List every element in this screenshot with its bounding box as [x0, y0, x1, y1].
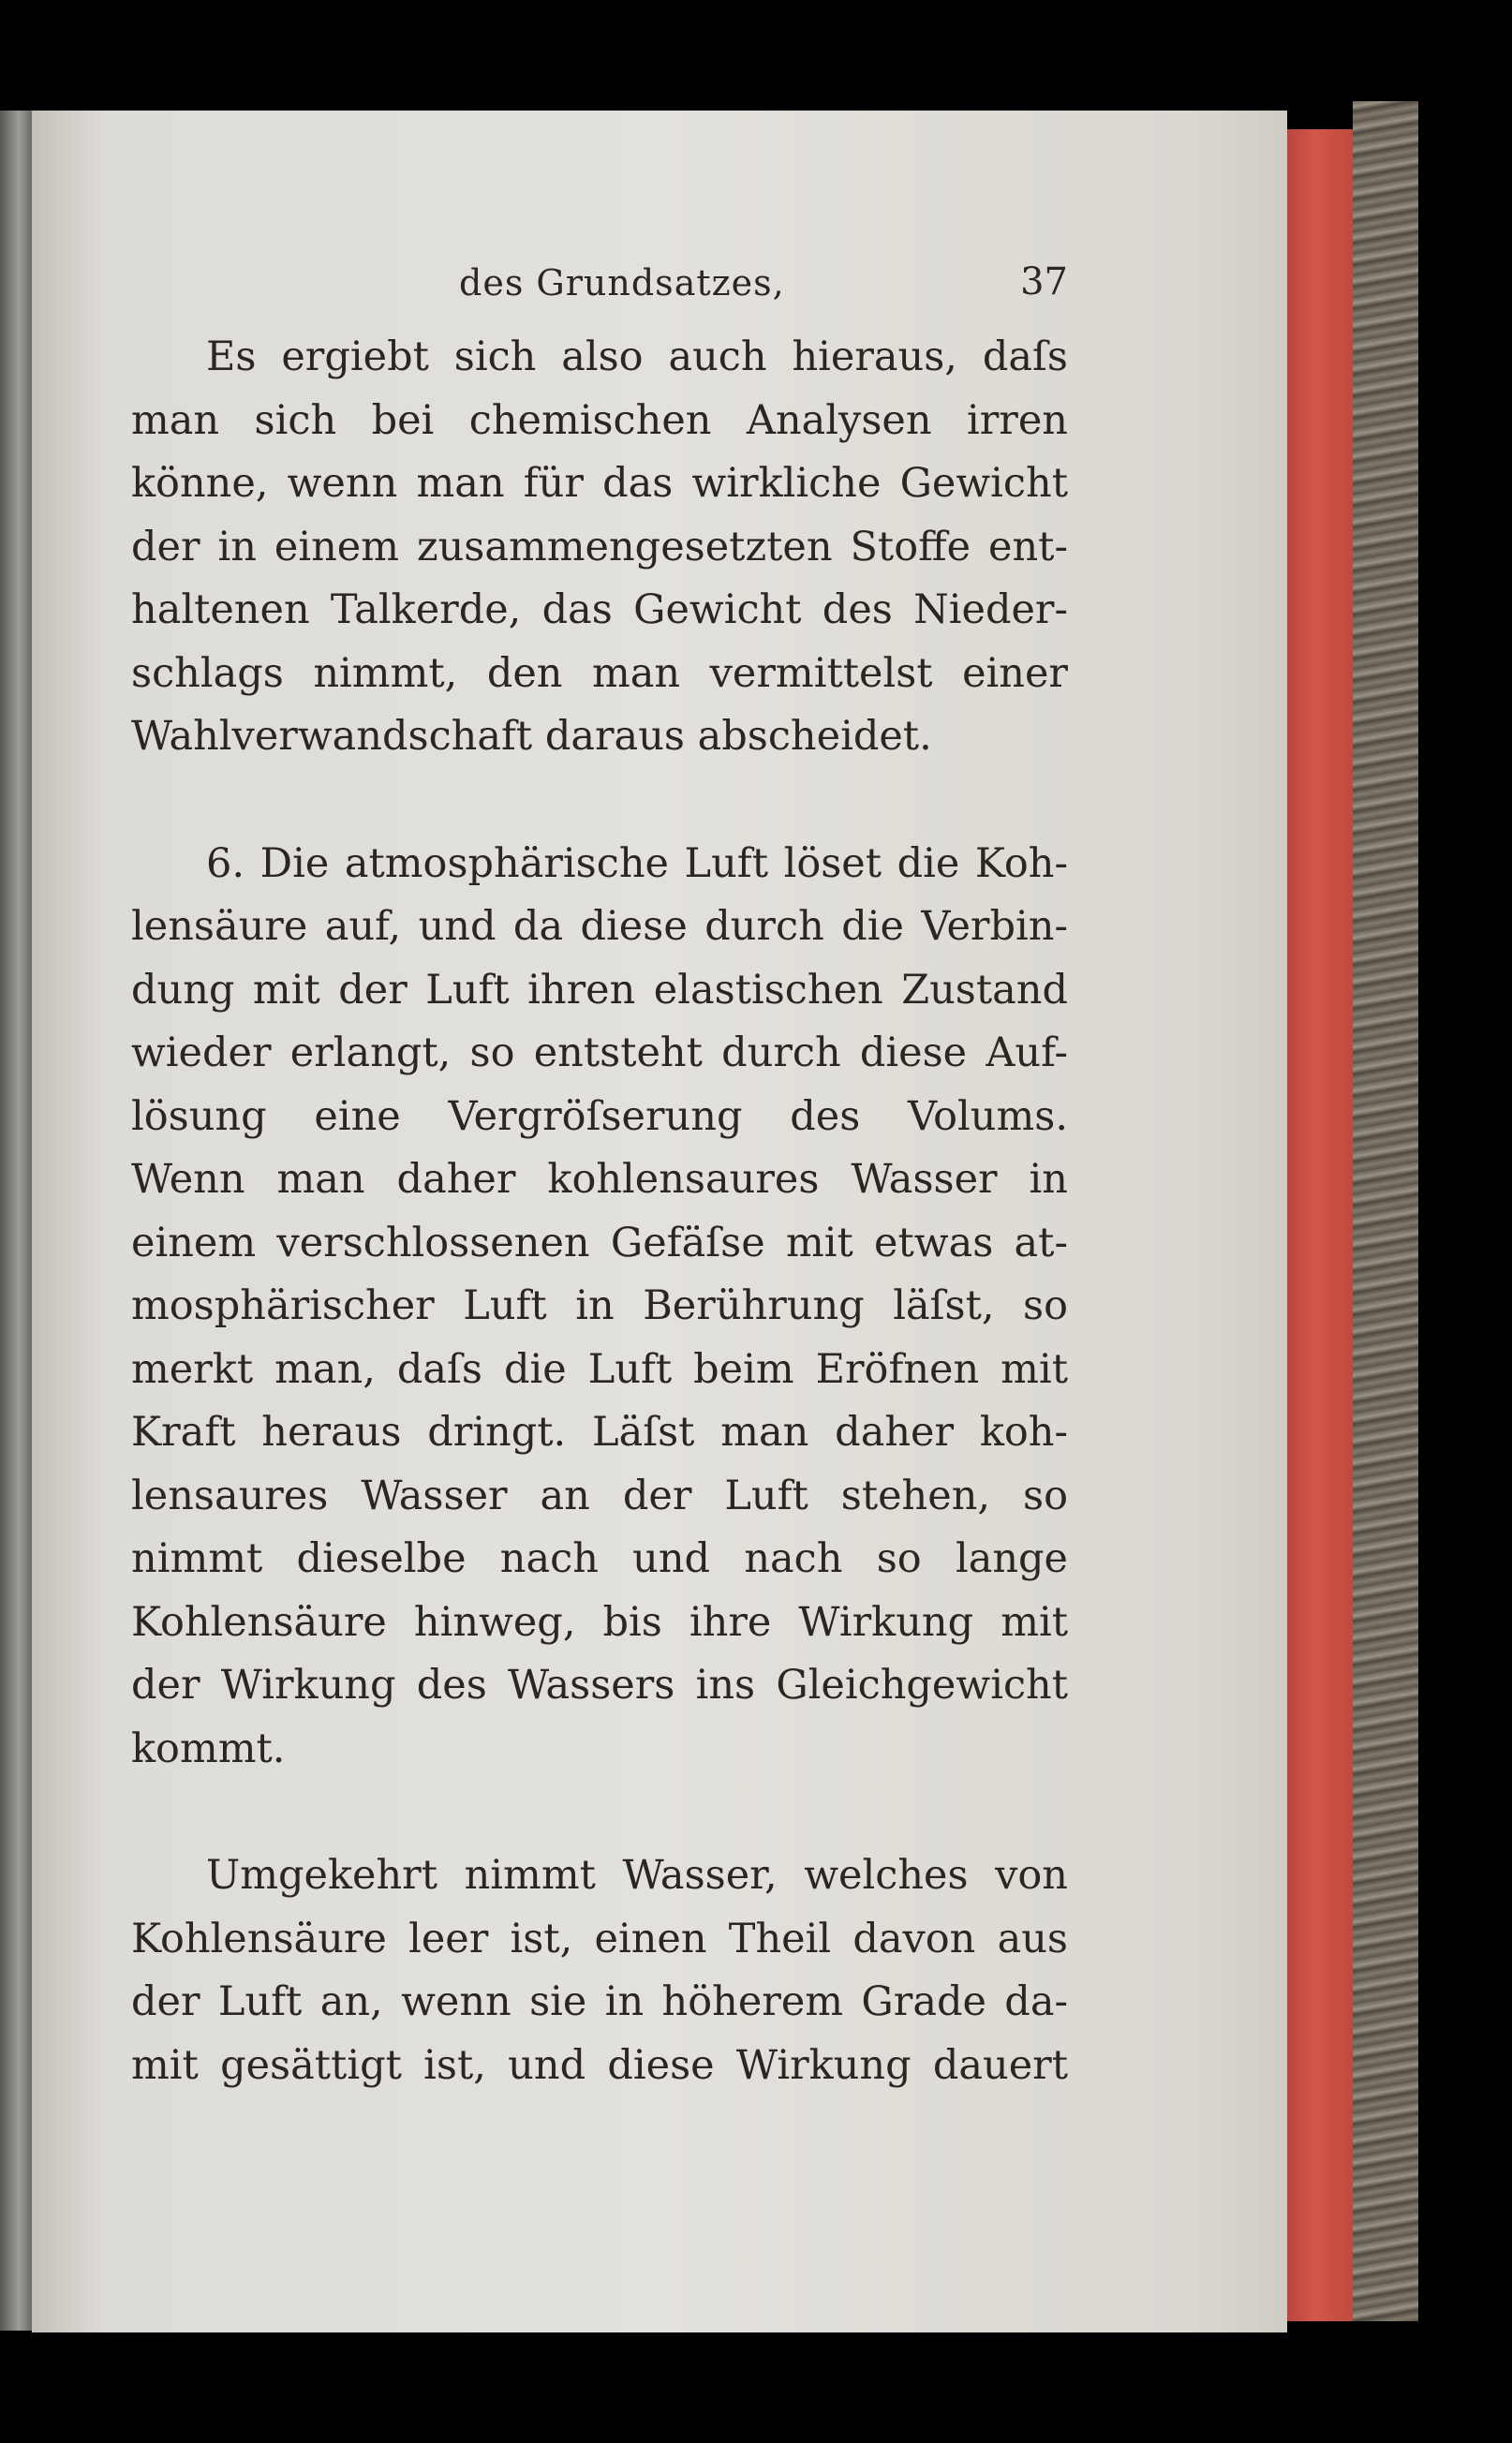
text-line: Kraft heraus dringt. Läſst man daher koh- — [131, 1409, 1068, 1456]
text-line: merkt man, daſs die Luft beim Eröfnen mit — [131, 1345, 1068, 1393]
text-line: dung mit der Luft ihren elastischen Zustand — [131, 966, 1068, 1014]
red-page-edges — [1287, 129, 1353, 2321]
text-line: Es ergiebt sich also auch hieraus, daſs — [206, 333, 1068, 380]
text-line: könne, wenn man für das wirkliche Gewicht — [131, 460, 1068, 507]
text-line: man sich bei chemischen Analysen irren — [131, 396, 1068, 444]
text-line: lensaures Wasser an der Luft stehen, so — [131, 1472, 1068, 1519]
running-head — [131, 253, 1068, 309]
paragraph-2 — [131, 833, 1068, 1782]
text-line: lensäure auf, und da diese durch die Verbin- — [131, 903, 1068, 950]
text-line: kommt. — [131, 1725, 286, 1772]
text-line: schlags nimmt, den man vermittelst einer — [131, 649, 1068, 697]
text-line: lösung eine Vergröſserung des Volums. — [131, 1092, 1068, 1140]
paragraph-1 — [131, 326, 1068, 769]
page-text — [131, 253, 1068, 2097]
text-line: wieder erlangt, so entsteht durch diese Auf- — [131, 1029, 1068, 1076]
paragraph-3 — [131, 1844, 1068, 2097]
text-line: der Wirkung des Wassers ins Gleichgewicht — [131, 1662, 1068, 1709]
marbled-cover-edge — [1353, 101, 1418, 2321]
text-line: Wenn man daher kohlensaures Wasser in — [131, 1156, 1068, 1203]
text-line: der Luft an, wenn sie in höherem Grade da- — [131, 1978, 1068, 2025]
paragraph-gap — [131, 769, 1068, 833]
text-line: Umgekehrt nimmt Wasser, welches von — [206, 1852, 1068, 1899]
text-line: 6. Die atmosphärische Luft löset die Koh- — [206, 839, 1068, 887]
text-line: der in einem zusammengesetzten Stoffe ent- — [131, 523, 1068, 570]
running-title: des Grundsatzes, — [459, 262, 785, 304]
text-line: mit gesättigt ist, und diese Wirkung dauert — [131, 2041, 1068, 2089]
body-text — [131, 326, 1068, 2097]
text-line: nimmt dieselbe nach und nach so lange — [131, 1535, 1068, 1582]
text-line: Kohlensäure hinweg, bis ihre Wirkung mit — [131, 1598, 1068, 1646]
paragraph-gap — [131, 1781, 1068, 1844]
text-line: haltenen Talkerde, das Gewicht des Nieder- — [131, 586, 1068, 633]
text-line: einem verschlossenen Gefäſse mit etwas at- — [131, 1219, 1068, 1266]
page-number: 37 — [1020, 260, 1068, 304]
text-line: Kohlensäure leer ist, einen Theil davon aus — [131, 1915, 1068, 1962]
text-line: Wahlverwandschaft daraus abscheidet. — [131, 713, 932, 760]
text-line: mosphärischer Luft in Berührung läſst, so — [131, 1282, 1068, 1329]
facing-page-edge — [0, 111, 32, 2331]
